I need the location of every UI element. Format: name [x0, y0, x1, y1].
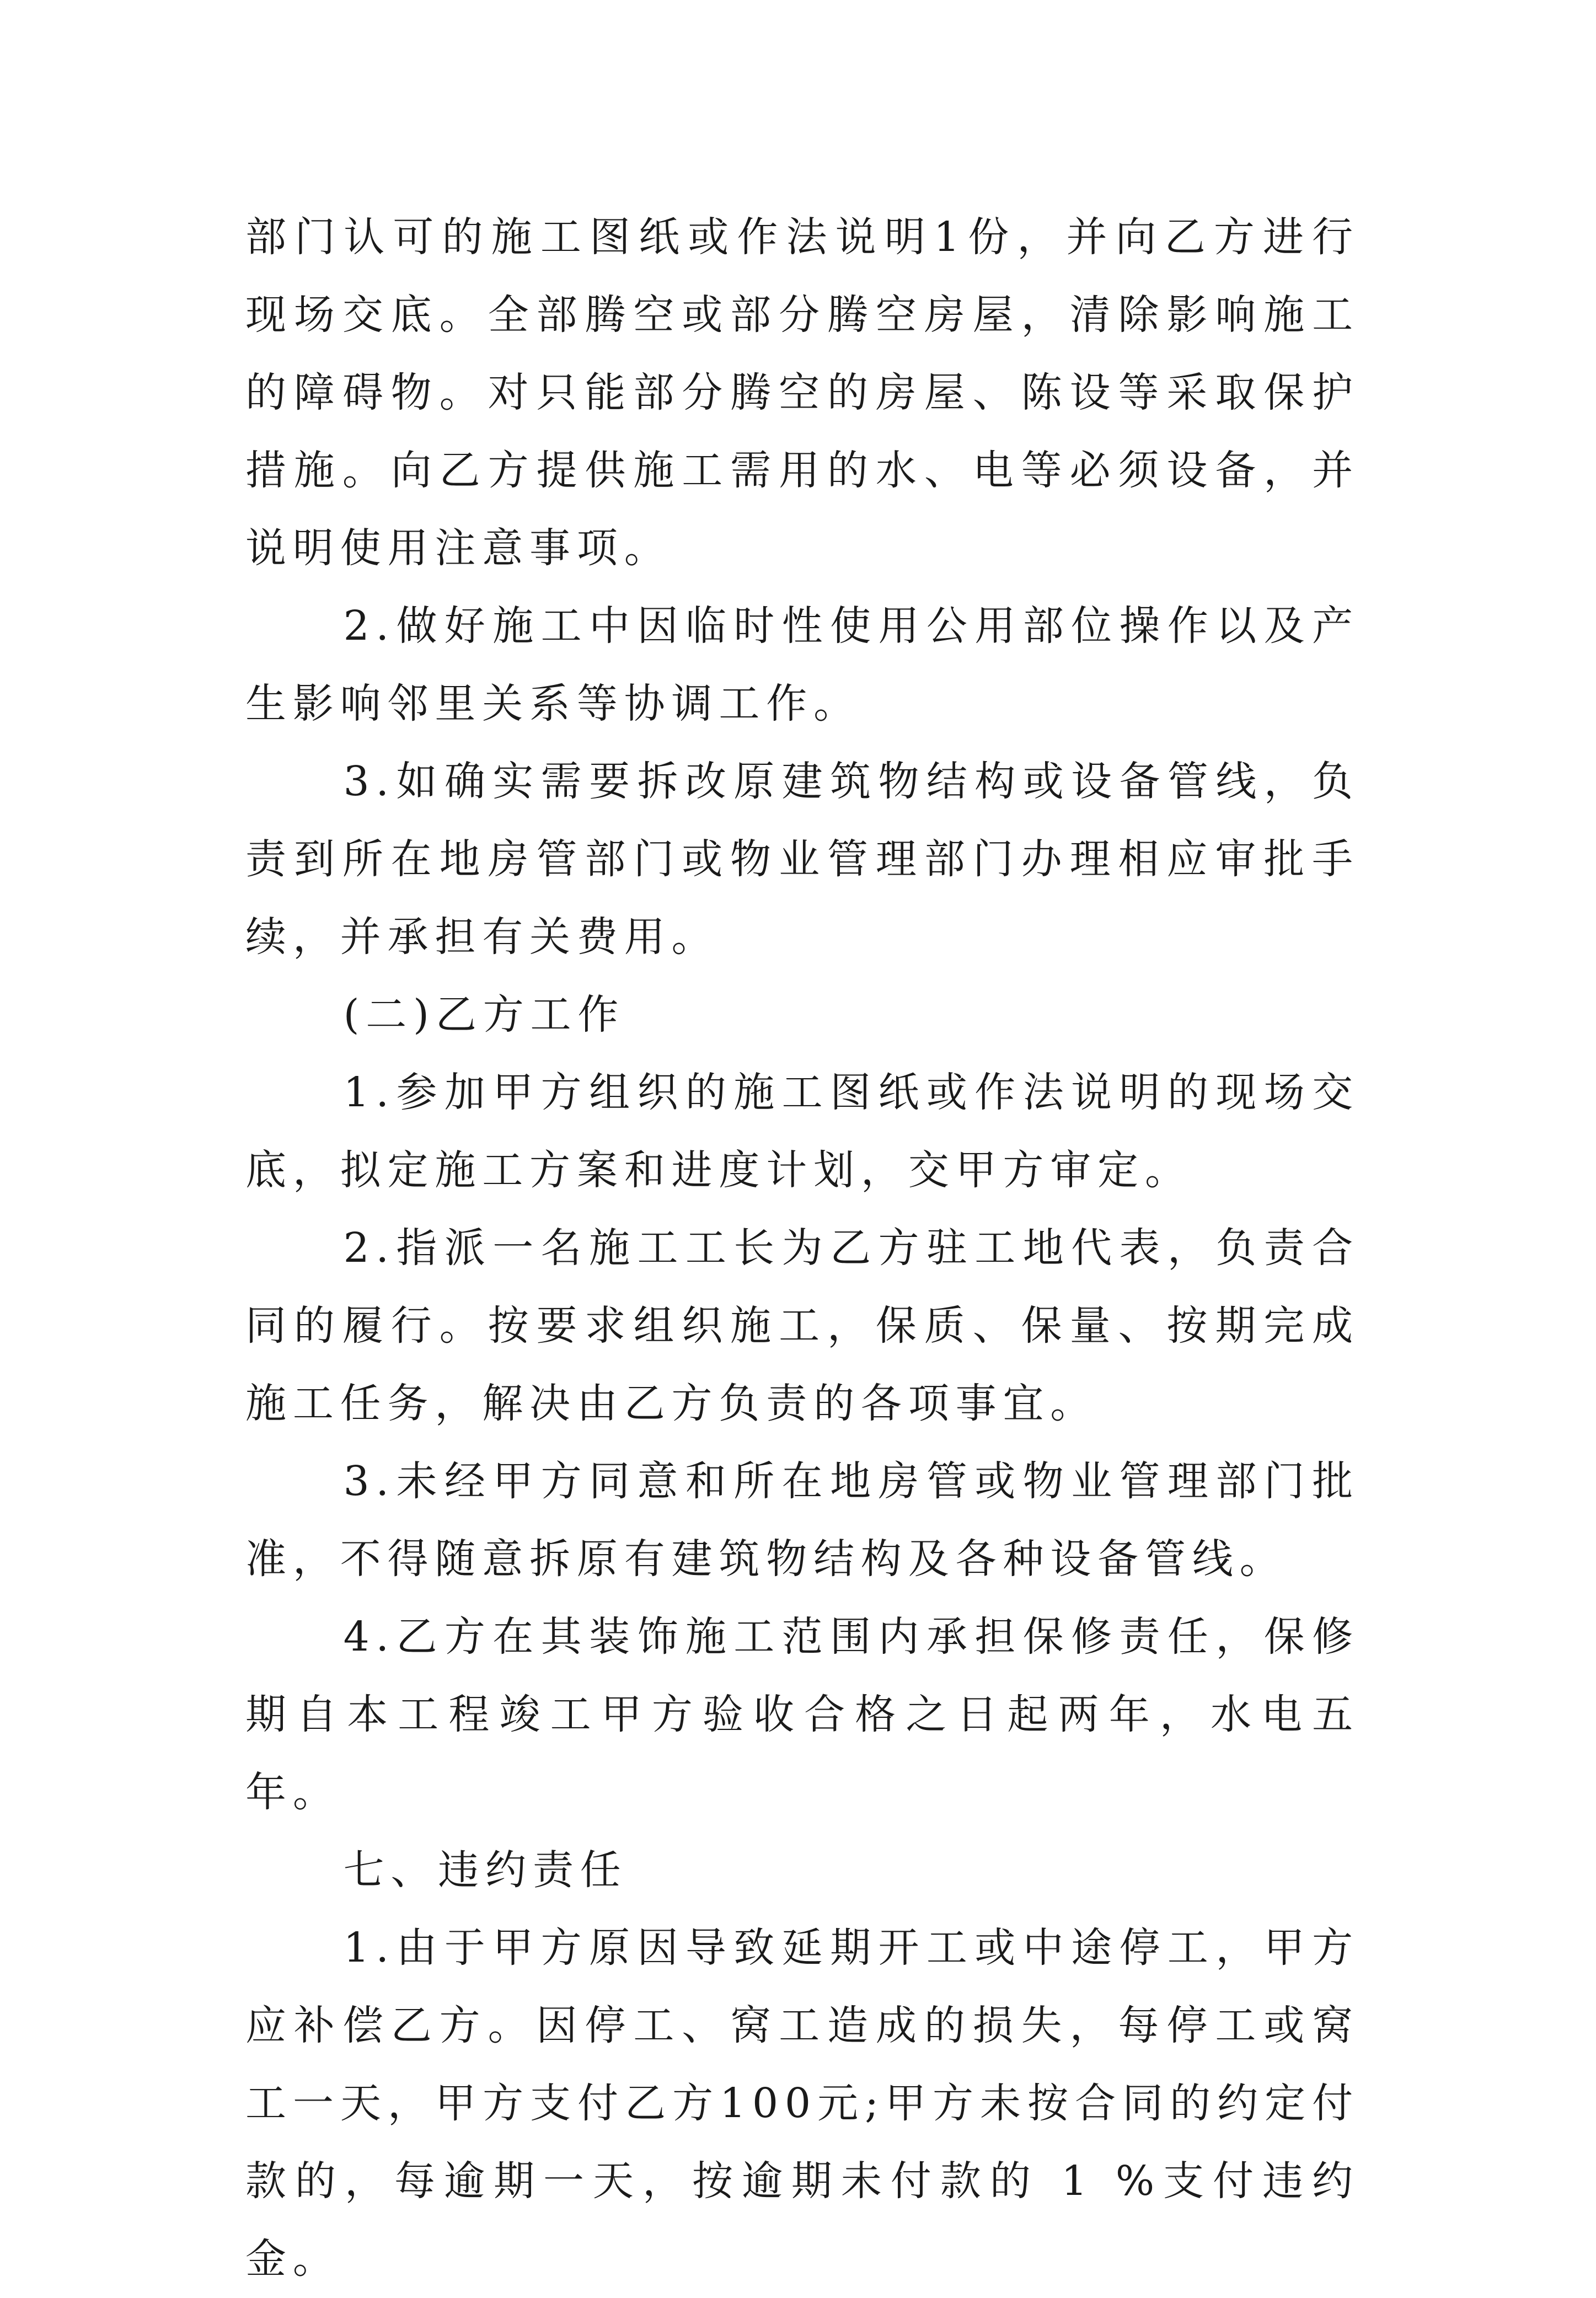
paragraph-item-3-structure-approval: 3.如确实需要拆改原建筑物结构或设备管线，负责到所在地房管部门或物业管理部门办理相应审批手续，并承担有关费用。 [245, 758, 1359, 961]
paragraph-b-item-3: 3.未经甲方同意和所在地房管或物业管理部门批准，不得随意拆原有建筑物结构及各种设备管线。 [245, 1458, 1359, 1583]
section-heading-breach-liability: 七、违约责任 [343, 1846, 628, 1894]
paragraph-b-item-2: 2.指派一名施工工长为乙方驻工地代表，负责合同的履行。按要求组织施工，保质、保量、按期完成施工任务，解决由乙方负责的各项事宜。 [245, 1224, 1359, 1427]
document-body [245, 199, 1359, 2298]
paragraph-b-item-4: 4.乙方在其装饰施工范围内承担保修责任，保修期自本工程竣工甲方验收合格之日起两年，水电五年。 [245, 1613, 1359, 1816]
paragraph-item-2-coordination: 2.做好施工中因临时性使用公用部位操作以及产生影响邻里关系等协调工作。 [245, 602, 1359, 727]
section-heading-party-b-work: (二)乙方工作 [343, 991, 625, 1038]
paragraph-b-item-1: 1.参加甲方组织的施工图纸或作法说明的现场交底，拟定施工方案和进度计划，交甲方审定。 [245, 1069, 1359, 1194]
paragraph-breach-item-1: 1.由于甲方原因导致延期开工或中途停工，甲方应补偿乙方。因停工、窝工造成的损失，每停工或窝工一天，甲方支付乙方100元;甲方未按合同的约定付款的，每逾期一天，按逾期未付款的 1 %支付违约金。 [245, 1924, 1359, 2283]
paragraph-continuation: 部门认可的施工图纸或作法说明1份，并向乙方进行现场交底。全部腾空或部分腾空房屋，清除影响施工的障碍物。对只能部分腾空的房屋、陈设等采取保护措施。向乙方提供施工需用的水、电等必须设备，并说明使用注意事项。 [245, 213, 1359, 572]
